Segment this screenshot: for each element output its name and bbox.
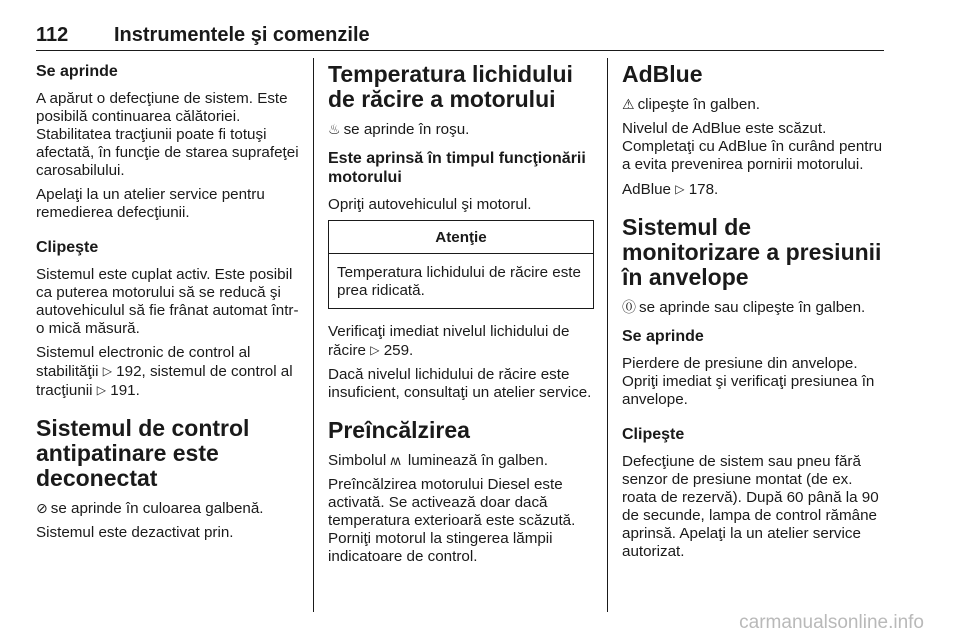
heading-clipeste: Clipeşte [622, 426, 685, 443]
column-divider-1 [313, 58, 314, 612]
heading-traction-control-off: Sistemul de control antipatinare este deconectat [36, 415, 250, 491]
paragraph: Preîncălzirea motorului Diesel este activată. Se activează doar dacă temperatura exterioară este scăzută. Porniţi motorul la stingerea lămpii indicatoare de control. [328, 476, 576, 565]
heading-tire-pressure-monitoring: Sistemul de monitorizare a presiunii în anvelope [622, 214, 882, 290]
paragraph: ⚠ clipeşte în galben. [622, 96, 760, 113]
warning-title: Atenţie [329, 221, 593, 254]
page-number: 112 [36, 24, 69, 46]
header-rule [36, 50, 884, 51]
heading-se-aprinde: Se aprinde [622, 328, 704, 345]
paragraph: Nivelul de AdBlue este scăzut. Completaţi cu AdBlue în curând pentru a evita prevenirea pornirii motorului. [622, 120, 883, 173]
paragraph: Dacă nivelul lichidului de răcire este insuficient, consultaţi un atelier service. [328, 366, 592, 401]
page-ref[interactable]: 192 [116, 363, 142, 380]
warning-body: Temperatura lichidului de răcire este prea ridicată. [337, 264, 581, 299]
chapter-title: Instrumentele şi comenzile [114, 24, 370, 46]
adblue-warning-icon: ⚠ [622, 96, 635, 112]
reference-arrow-icon: ▷ [675, 182, 685, 196]
glow-plug-icon: ʍ [390, 452, 401, 468]
paragraph: ⊘ se aprinde în culoarea galbenă. [36, 500, 264, 517]
paragraph: Pierdere de presiune din anvelope. Opriţi imediat şi verificaţi presiunea în anvelope. [622, 355, 875, 408]
column-2 [328, 62, 594, 572]
heading-preheating: Preîncălzirea [328, 417, 470, 443]
column-1 [36, 62, 302, 548]
coolant-temperature-icon: ♨ [328, 121, 341, 137]
heading-coolant-temperature: Temperatura lichidului de răcire a motorului [328, 61, 573, 112]
paragraph: ♨ se aprinde în roşu. [328, 121, 470, 138]
watermark: carmanualsonline.info [739, 612, 924, 633]
column-divider-2 [607, 58, 608, 612]
column-3 [622, 62, 890, 567]
tire-pressure-icon: ⓪ [622, 299, 636, 315]
reference-arrow-icon: ▷ [96, 383, 107, 397]
paragraph: Defecţiune de sistem sau pneu fără senzor de presiune montat (de ex. roata de rezervă). După 60 până la 90 de secunde, lampa de control rămâne aprinsă. Apelaţi la un atelier service autorizat. [622, 453, 879, 560]
traction-control-off-icon: ⊘ [36, 500, 48, 516]
heading-se-aprinde: Se aprinde [36, 63, 118, 80]
paragraph: ⓪ se aprinde sau clipeşte în galben. [622, 299, 866, 316]
reference-arrow-icon: ▷ [370, 343, 380, 357]
page-ref[interactable]: 259 [383, 342, 410, 359]
paragraph: Apelaţi la un atelier service pentru remedierea defecţiunii. [36, 186, 265, 221]
heading-clipeste: Clipeşte [36, 239, 99, 256]
paragraph: Sistemul este dezactivat prin. [36, 524, 234, 541]
page-header [36, 24, 884, 52]
paragraph: Simbolul ʍ luminează în galben. [328, 452, 549, 469]
paragraph: Verificaţi imediat nivelul lichidului de răcire ▷ 259. [328, 323, 570, 359]
page-ref[interactable]: 178 [688, 181, 715, 198]
paragraph: Opriţi autovehiculul şi motorul. [328, 196, 532, 213]
reference-arrow-icon: ▷ [102, 364, 112, 378]
page-ref[interactable]: 191 [110, 382, 136, 399]
heading-lit-while-running: Este aprinsă în timpul funcţionării motorului [328, 150, 586, 186]
paragraph: Sistemul este cuplat activ. Este posibil ca puterea motorului să se reducă şi autovehiculul să fie frânat automat într-o mică măsură. [36, 266, 299, 337]
warning-box [328, 220, 594, 309]
paragraph: AdBlue ▷ 178. [622, 181, 719, 198]
paragraph: A apărut o defecţiune de sistem. Este posibilă continuarea călătoriei. Stabilitatea tracţiunii poate fi totuşi afectată, în funcţie de starea suprafeţei carosabilului. [36, 90, 299, 179]
heading-adblue: AdBlue [622, 61, 703, 87]
paragraph-esc-ref: Sistemul electronic de control al stabilităţii ▷ 192, sistemul de control al tracţiunii ▷ 191. [36, 344, 293, 399]
